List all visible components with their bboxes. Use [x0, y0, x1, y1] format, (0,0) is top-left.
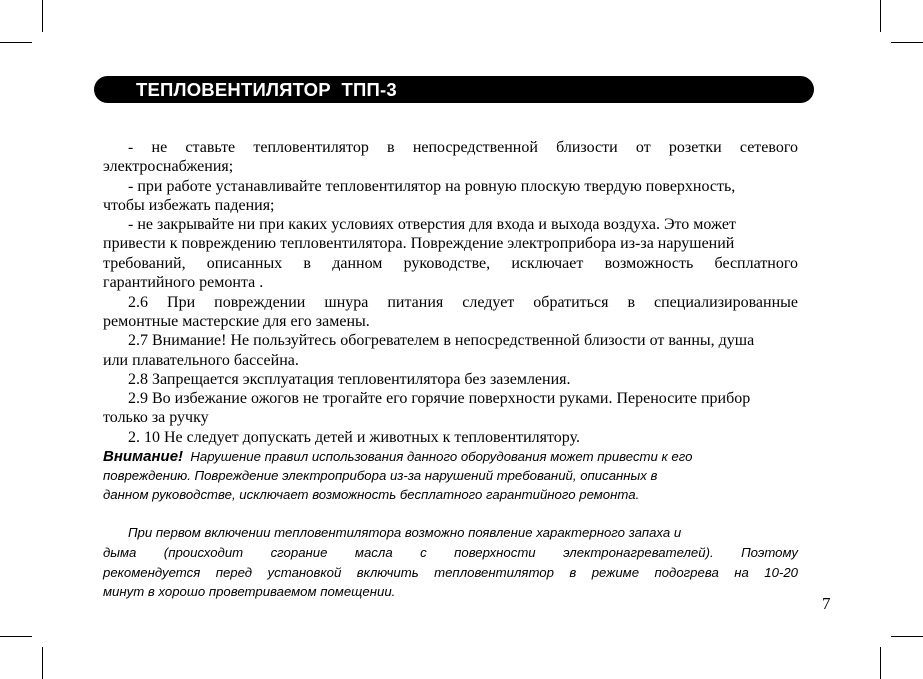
- crop-mark-bottom-right: [880, 647, 881, 679]
- warning-line: [103, 448, 798, 466]
- crop-mark-bottom-left-h: [0, 636, 32, 637]
- warning-line: повреждению. Повреждение электроприбора из-за нарушений требований, описанных в: [103, 468, 658, 483]
- title-banner: [94, 76, 814, 103]
- page-title: ТЕПЛОВЕНТИЛЯТОР ТПП-3: [136, 79, 397, 100]
- crop-mark-top-right-h: [891, 42, 923, 43]
- warning-text: Нарушение правил использования данного оборудования может привести к его: [190, 449, 693, 464]
- body-line: - при работе устанавливайте тепловентилятор на ровную плоскую твердую поверхность,: [128, 178, 736, 195]
- crop-mark-top-left: [42, 0, 43, 32]
- crop-mark-top-left-h: [0, 42, 32, 43]
- body-line: 2.9 Во избежание ожогов не трогайте его горячие поверхности руками. Переносите прибор: [128, 390, 751, 407]
- note-line: минут в хорошо проветриваемом помещении.: [103, 584, 396, 599]
- body-line: привести к повреждению тепловентилятора. Повреждение электроприбора из-за нарушений: [103, 235, 735, 252]
- page-number: 7: [822, 594, 831, 613]
- crop-mark-bottom-left: [42, 647, 43, 679]
- body-line: - не ставьте тепловентилятор в непосредственной близости от розетки сетевого: [128, 139, 798, 156]
- crop-mark-bottom-right-h: [891, 636, 923, 637]
- body-line: 2. 10 Не следует допускать детей и животных к тепловентилятору.: [128, 429, 580, 446]
- note-line: При первом включении тепловентилятора возможно появление характерного запаха и: [128, 525, 682, 540]
- body-line: - не закрывайте ни при каких условиях отверстия для входа и выхода воздуха. Это может: [128, 216, 736, 233]
- body-line: 2.7 Внимание! Не пользуйтесь обогревателем в непосредственной близости от ванны, душа: [128, 332, 755, 349]
- crop-mark-top-right: [880, 0, 881, 32]
- body-line: ремонтные мастерские для его замены.: [103, 313, 370, 330]
- body-line: 2.6 При повреждении шнура питания следует обратиться в специализированные: [128, 294, 798, 311]
- body-line: электроснабжения;: [103, 158, 234, 175]
- note-line: дыма (происходит сгорание масла с поверхности электронагревателей). Поэтому: [103, 545, 798, 560]
- body-line: гарантийного ремонта .: [103, 274, 264, 291]
- body-line: чтобы избежать падения;: [103, 197, 275, 214]
- note-line: рекомендуется перед установкой включить тепловентилятор в режиме подогрева на 10-20: [103, 565, 798, 580]
- body-line: требований, описанных в данном руководстве, исключает возможность бесплатного: [103, 255, 798, 272]
- body-line: или плавательного бассейна.: [103, 352, 299, 369]
- body-line: 2.8 Запрещается эксплуатация тепловентилятора без заземления.: [128, 371, 571, 388]
- body-line: только за ручку: [103, 409, 209, 426]
- warning-label: Внимание!: [103, 448, 184, 465]
- warning-line: данном руководстве, исключает возможность бесплатного гарантийного ремонта.: [103, 487, 640, 502]
